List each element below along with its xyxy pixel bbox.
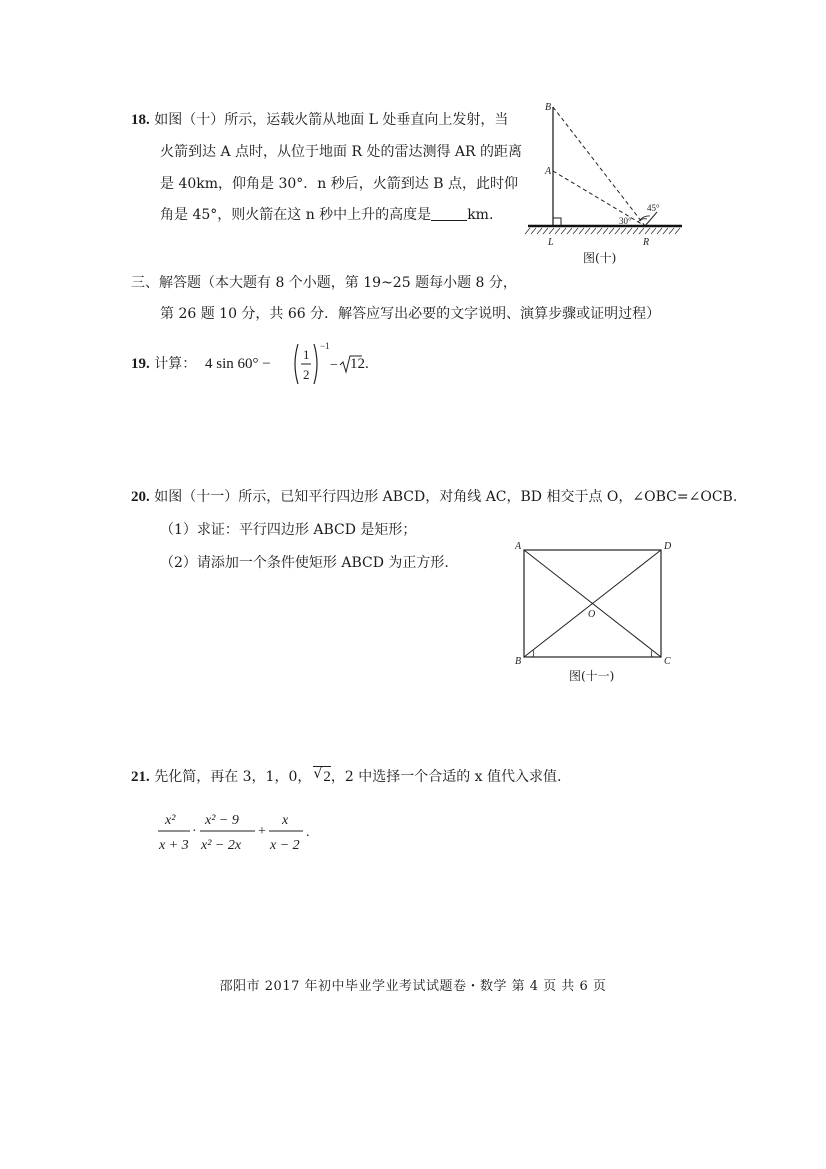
frac1-numerator: x² xyxy=(165,813,176,828)
figure-10-caption: 图(十) xyxy=(583,251,617,265)
angle-mark-OBC xyxy=(533,650,534,657)
label-D: D xyxy=(664,541,672,552)
q20-part-1: （1）求证：平行四边形 ABCD 是矩形； xyxy=(160,522,417,538)
q21-line1 xyxy=(131,766,561,787)
frac2-denominator: x² − 2x xyxy=(201,838,242,853)
q18-line4 xyxy=(160,205,493,225)
label-C: C xyxy=(664,656,671,667)
label-angle-30: 30° xyxy=(619,216,632,226)
fraction-denominator: 2 xyxy=(303,367,310,382)
frac3-numerator: x xyxy=(282,813,289,828)
section-3-header: 三、解答题（本大题有 8 个小题，第 19~25 题每小题 8 分， xyxy=(131,275,517,291)
fraction-numerator: 1 xyxy=(303,347,310,362)
figure-rocket xyxy=(520,95,690,270)
right-paren xyxy=(314,344,317,384)
q20-line1 xyxy=(131,487,737,507)
label-O: O xyxy=(588,609,596,620)
label-A: A xyxy=(515,541,522,552)
q21-number: 21. xyxy=(131,769,150,785)
q20-number: 20. xyxy=(131,489,150,505)
q19-number: 19. xyxy=(131,356,150,372)
q18-number: 18. xyxy=(131,112,150,128)
q19-expr-a: 4 sin 60° − xyxy=(205,356,271,372)
frac1-denominator: x + 3 xyxy=(159,838,189,853)
q18-text-4: 角是 45°，则火箭在这 n 秒中上升的高度是 xyxy=(160,207,432,223)
q20-part-2: （2）请添加一个条件使矩形 ABCD 为正方形. xyxy=(160,555,449,571)
sqrt-icon: √ xyxy=(313,766,323,782)
label-B: B xyxy=(515,656,522,667)
exponent: −1 xyxy=(320,341,330,351)
sqrt-argument: 2 xyxy=(323,769,331,785)
section-3-note: 第 26 题 10 分，共 66 分．解答应写出必要的文字说明、演算步骤或证明过程） xyxy=(160,306,661,322)
op-multiply: · xyxy=(192,824,197,839)
minus-sign: − xyxy=(330,358,338,373)
left-paren xyxy=(295,344,298,384)
q18-text-1: 如图（十）所示，运载火箭从地面 L 处垂直向上发射，当 xyxy=(154,112,509,128)
q20-text: 如图（十一）所示，已知平行四边形 ABCD，对角线 AC，BD 相交于点 O，∠OBC=∠OCB. xyxy=(154,489,738,505)
label-L: L xyxy=(548,237,554,248)
q19-period: . xyxy=(365,356,369,372)
ground-hatching xyxy=(525,228,680,234)
angle-mark-OCB xyxy=(651,650,652,657)
q18-unit: km. xyxy=(467,207,494,223)
q18-line1 xyxy=(131,110,508,130)
q21-sqrt xyxy=(313,766,331,787)
figure-rectangle xyxy=(510,538,685,668)
q21-period: . xyxy=(306,825,310,840)
label-angle-45: 45° xyxy=(647,203,660,213)
op-plus: + xyxy=(258,824,266,839)
frac3-denominator: x − 2 xyxy=(270,838,300,853)
q21-text-b: ，2 中选择一个合适的 x 值代入求值. xyxy=(330,769,562,785)
sqrt-argument: 12 xyxy=(350,356,365,372)
answer-blank xyxy=(431,206,467,221)
figure-11-caption: 图(十一) xyxy=(569,669,615,683)
q19-number-line xyxy=(131,352,196,376)
q18-text-3: 是 40km，仰角是 30°．n 秒后，火箭到达 B 点，此时仰 xyxy=(160,176,518,192)
q19-sqrt-value xyxy=(350,352,369,376)
q18-text-2: 火箭到达 A 点时，从位于地面 R 处的雷达测得 AR 的距离 xyxy=(160,144,523,160)
dashed-line-BR xyxy=(553,107,645,226)
q21-text-a: 先化简，再在 3，1，0， xyxy=(154,769,312,785)
q21-formula xyxy=(155,805,325,857)
label-B: B xyxy=(545,102,552,113)
label-R: R xyxy=(643,237,650,248)
q19-prefix: 计算： xyxy=(154,356,197,372)
label-A: A xyxy=(545,166,552,177)
page-footer: 邵阳市 2017 年初中毕业学业考试试题卷・数学 第 4 页 共 6 页 xyxy=(219,979,607,994)
frac2-numerator: x² − 9 xyxy=(205,813,239,828)
